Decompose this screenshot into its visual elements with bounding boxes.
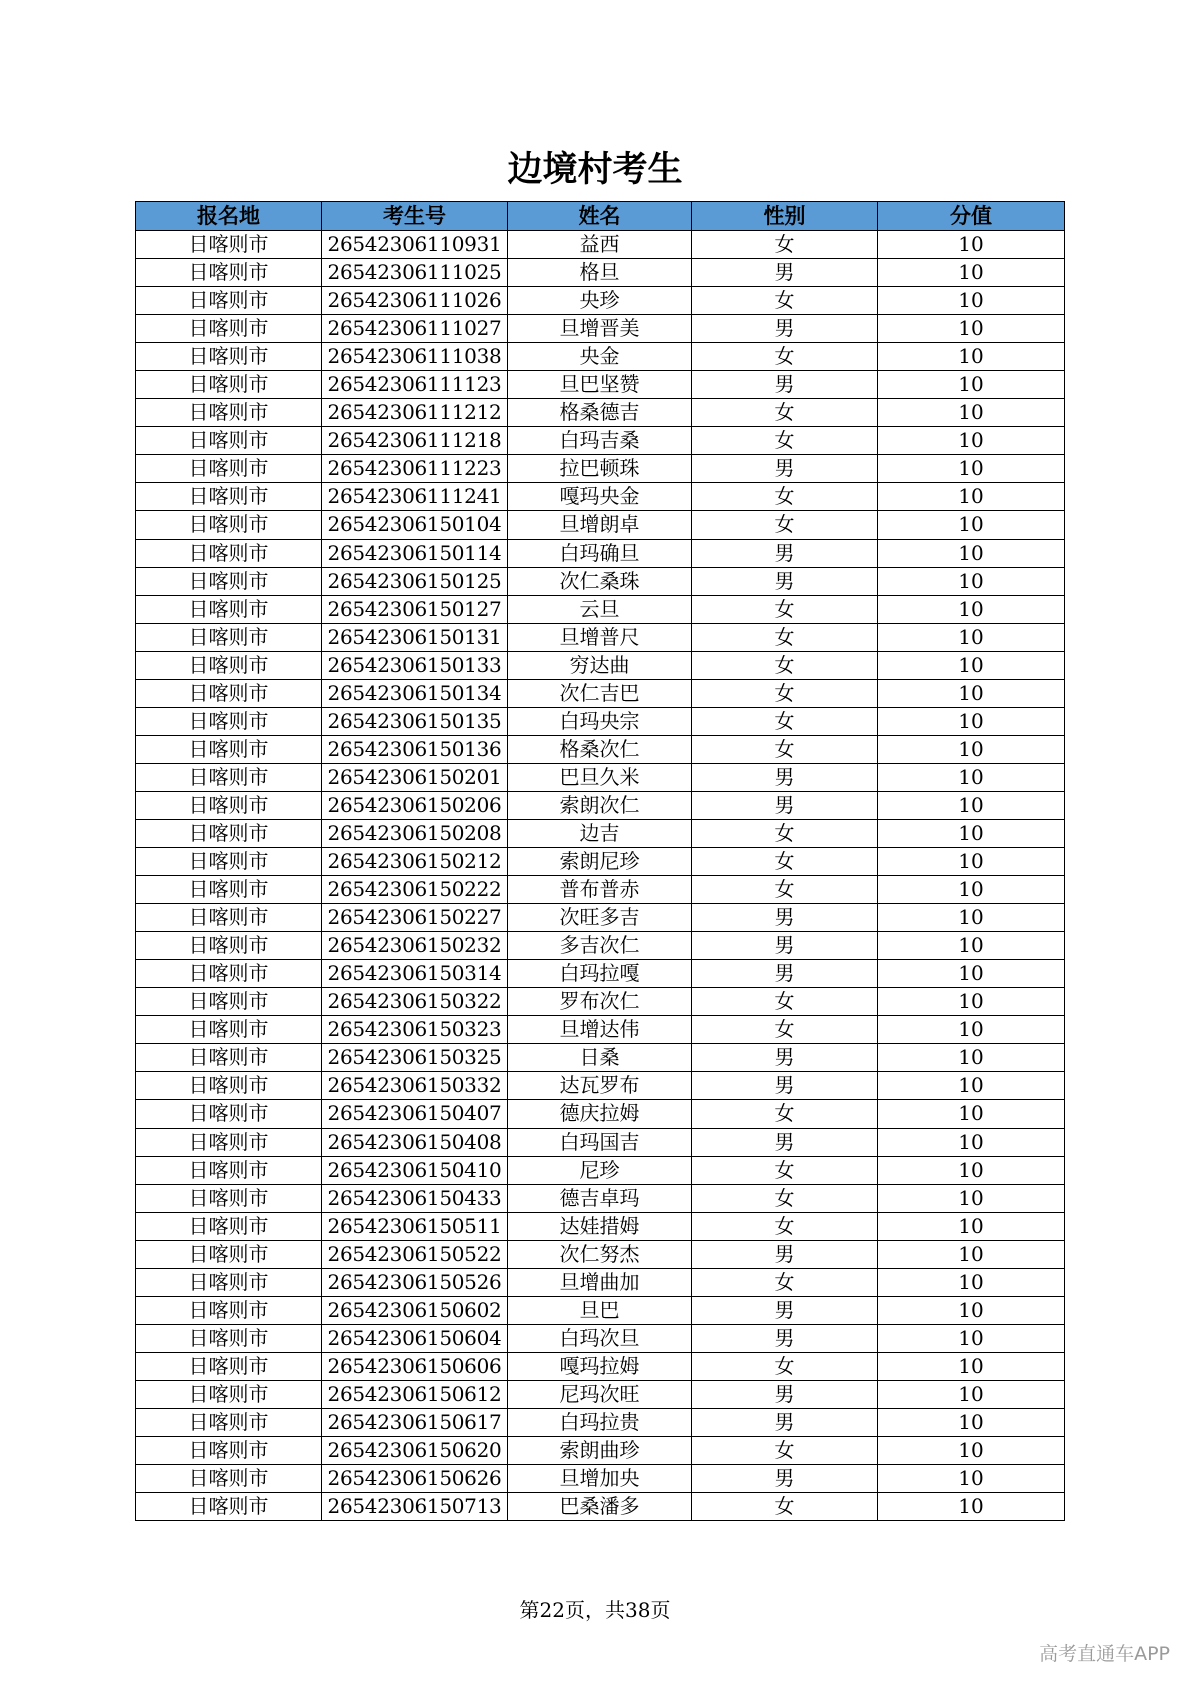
name-cell: 旦增普尺: [508, 623, 692, 651]
registration-place-cell: 日喀则市: [136, 595, 322, 623]
table-row: [136, 735, 1065, 763]
registration-place-cell: 日喀则市: [136, 1296, 322, 1324]
name-cell: 白玛国吉: [508, 1128, 692, 1156]
table-row: [136, 1016, 1065, 1044]
score-cell: 10: [878, 455, 1065, 483]
score-cell: 10: [878, 1493, 1065, 1521]
gender-cell: 男: [692, 1044, 878, 1072]
name-cell: 白玛拉嘎: [508, 960, 692, 988]
registration-place-cell: 日喀则市: [136, 735, 322, 763]
header-name: 姓名: [508, 202, 692, 231]
name-cell: 旦增晋美: [508, 315, 692, 343]
score-cell: 10: [878, 1465, 1065, 1493]
table-row: [136, 1296, 1065, 1324]
table-row: [136, 1184, 1065, 1212]
score-cell: 10: [878, 960, 1065, 988]
gender-cell: 男: [692, 1408, 878, 1436]
candidate-number-cell: 26542306150617: [322, 1408, 508, 1436]
table-row: [136, 791, 1065, 819]
table-row: [136, 1380, 1065, 1408]
registration-place-cell: 日喀则市: [136, 1240, 322, 1268]
table-row: [136, 932, 1065, 960]
score-cell: 10: [878, 679, 1065, 707]
name-cell: 旦增达伟: [508, 1016, 692, 1044]
registration-place-cell: 日喀则市: [136, 819, 322, 847]
gender-cell: 男: [692, 1072, 878, 1100]
score-cell: 10: [878, 1184, 1065, 1212]
candidate-number-cell: 26542306150522: [322, 1240, 508, 1268]
name-cell: 罗布次仁: [508, 988, 692, 1016]
table-row: [136, 1493, 1065, 1521]
score-cell: 10: [878, 1352, 1065, 1380]
candidate-number-cell: 26542306111123: [322, 371, 508, 399]
name-cell: 索朗次仁: [508, 791, 692, 819]
name-cell: 央金: [508, 343, 692, 371]
gender-cell: 女: [692, 988, 878, 1016]
score-cell: 10: [878, 371, 1065, 399]
table-row: [136, 539, 1065, 567]
name-cell: 德吉卓玛: [508, 1184, 692, 1212]
gender-cell: 女: [692, 1352, 878, 1380]
name-cell: 益西: [508, 231, 692, 259]
gender-cell: 女: [692, 1156, 878, 1184]
gender-cell: 女: [692, 231, 878, 259]
table-row: [136, 679, 1065, 707]
registration-place-cell: 日喀则市: [136, 1268, 322, 1296]
candidate-number-cell: 26542306150232: [322, 932, 508, 960]
name-cell: 尼珍: [508, 1156, 692, 1184]
gender-cell: 女: [692, 679, 878, 707]
gender-cell: 女: [692, 1100, 878, 1128]
score-cell: 10: [878, 399, 1065, 427]
name-cell: 白玛拉贵: [508, 1408, 692, 1436]
registration-place-cell: 日喀则市: [136, 287, 322, 315]
name-cell: 日桑: [508, 1044, 692, 1072]
registration-place-cell: 日喀则市: [136, 455, 322, 483]
candidate-number-cell: 26542306150114: [322, 539, 508, 567]
name-cell: 尼玛次旺: [508, 1380, 692, 1408]
candidate-number-cell: 26542306150332: [322, 1072, 508, 1100]
name-cell: 格旦: [508, 259, 692, 287]
gender-cell: 女: [692, 1493, 878, 1521]
registration-place-cell: 日喀则市: [136, 960, 322, 988]
score-cell: 10: [878, 763, 1065, 791]
score-cell: 10: [878, 595, 1065, 623]
table-row: [136, 1128, 1065, 1156]
registration-place-cell: 日喀则市: [136, 1016, 322, 1044]
table-row: [136, 623, 1065, 651]
candidate-number-cell: 26542306150314: [322, 960, 508, 988]
registration-place-cell: 日喀则市: [136, 904, 322, 932]
registration-place-cell: 日喀则市: [136, 1380, 322, 1408]
registration-place-cell: 日喀则市: [136, 259, 322, 287]
registration-place-cell: 日喀则市: [136, 1156, 322, 1184]
name-cell: 拉巴顿珠: [508, 455, 692, 483]
table-row: [136, 960, 1065, 988]
candidate-number-cell: 26542306150407: [322, 1100, 508, 1128]
registration-place-cell: 日喀则市: [136, 539, 322, 567]
name-cell: 嘎玛央金: [508, 483, 692, 511]
gender-cell: 女: [692, 819, 878, 847]
header-gender: 性别: [692, 202, 878, 231]
gender-cell: 女: [692, 427, 878, 455]
table-row: [136, 259, 1065, 287]
score-cell: 10: [878, 623, 1065, 651]
name-cell: 白玛次旦: [508, 1324, 692, 1352]
registration-place-cell: 日喀则市: [136, 988, 322, 1016]
candidate-number-cell: 26542306150131: [322, 623, 508, 651]
table-row: [136, 315, 1065, 343]
name-cell: 格桑次仁: [508, 735, 692, 763]
registration-place-cell: 日喀则市: [136, 315, 322, 343]
candidate-number-cell: 26542306150208: [322, 819, 508, 847]
gender-cell: 女: [692, 483, 878, 511]
table-row: [136, 763, 1065, 791]
score-cell: 10: [878, 539, 1065, 567]
candidate-number-cell: 26542306150526: [322, 1268, 508, 1296]
registration-place-cell: 日喀则市: [136, 1465, 322, 1493]
gender-cell: 女: [692, 1184, 878, 1212]
gender-cell: 男: [692, 539, 878, 567]
gender-cell: 女: [692, 623, 878, 651]
gender-cell: 女: [692, 1437, 878, 1465]
registration-place-cell: 日喀则市: [136, 1072, 322, 1100]
candidate-number-cell: 26542306150206: [322, 791, 508, 819]
registration-place-cell: 日喀则市: [136, 1324, 322, 1352]
score-cell: 10: [878, 231, 1065, 259]
candidate-number-cell: 26542306150323: [322, 1016, 508, 1044]
candidate-number-cell: 26542306150134: [322, 679, 508, 707]
watermark: 高考直通车APP: [1039, 1643, 1170, 1665]
registration-place-cell: 日喀则市: [136, 371, 322, 399]
candidate-number-cell: 26542306150604: [322, 1324, 508, 1352]
name-cell: 次仁努杰: [508, 1240, 692, 1268]
gender-cell: 男: [692, 1324, 878, 1352]
score-cell: 10: [878, 1408, 1065, 1436]
table-row: [136, 483, 1065, 511]
score-cell: 10: [878, 651, 1065, 679]
table-row: [136, 1352, 1065, 1380]
name-cell: 云旦: [508, 595, 692, 623]
candidate-number-cell: 26542306150612: [322, 1380, 508, 1408]
table-row: [136, 1100, 1065, 1128]
table-row: [136, 511, 1065, 539]
candidate-number-cell: 26542306150408: [322, 1128, 508, 1156]
candidate-number-cell: 26542306150133: [322, 651, 508, 679]
score-cell: 10: [878, 848, 1065, 876]
candidate-number-cell: 26542306150125: [322, 567, 508, 595]
page-title: 边境村考生: [507, 150, 683, 190]
registration-place-cell: 日喀则市: [136, 1184, 322, 1212]
candidate-number-cell: 26542306110931: [322, 231, 508, 259]
gender-cell: 男: [692, 259, 878, 287]
name-cell: 白玛吉桑: [508, 427, 692, 455]
name-cell: 次仁桑珠: [508, 567, 692, 595]
header-score: 分值: [878, 202, 1065, 231]
table-row: [136, 567, 1065, 595]
table-row: [136, 399, 1065, 427]
registration-place-cell: 日喀则市: [136, 791, 322, 819]
table-row: [136, 819, 1065, 847]
score-cell: 10: [878, 707, 1065, 735]
registration-place-cell: 日喀则市: [136, 932, 322, 960]
candidate-number-cell: 26542306111218: [322, 427, 508, 455]
registration-place-cell: 日喀则市: [136, 1212, 322, 1240]
score-cell: 10: [878, 315, 1065, 343]
table-row: [136, 707, 1065, 735]
score-cell: 10: [878, 1380, 1065, 1408]
registration-place-cell: 日喀则市: [136, 623, 322, 651]
gender-cell: 男: [692, 1380, 878, 1408]
table-row: [136, 595, 1065, 623]
name-cell: 次仁吉巴: [508, 679, 692, 707]
candidate-number-cell: 26542306150322: [322, 988, 508, 1016]
registration-place-cell: 日喀则市: [136, 483, 322, 511]
name-cell: 普布普赤: [508, 876, 692, 904]
table-row: [136, 1156, 1065, 1184]
candidate-number-cell: 26542306150135: [322, 707, 508, 735]
candidate-number-cell: 26542306111038: [322, 343, 508, 371]
name-cell: 索朗尼珍: [508, 848, 692, 876]
candidate-number-cell: 26542306150606: [322, 1352, 508, 1380]
table-row: [136, 876, 1065, 904]
table-row: [136, 1408, 1065, 1436]
registration-place-cell: 日喀则市: [136, 399, 322, 427]
registration-place-cell: 日喀则市: [136, 427, 322, 455]
candidate-number-cell: 26542306150713: [322, 1493, 508, 1521]
gender-cell: 女: [692, 595, 878, 623]
candidate-number-cell: 26542306150127: [322, 595, 508, 623]
table-row: [136, 848, 1065, 876]
table-row: [136, 343, 1065, 371]
score-cell: 10: [878, 1100, 1065, 1128]
registration-place-cell: 日喀则市: [136, 679, 322, 707]
score-cell: 10: [878, 1437, 1065, 1465]
gender-cell: 男: [692, 1128, 878, 1156]
registration-place-cell: 日喀则市: [136, 567, 322, 595]
page-number: 第22页，共38页: [519, 1598, 671, 1622]
name-cell: 旦增朗卓: [508, 511, 692, 539]
gender-cell: 男: [692, 904, 878, 932]
table-row: [136, 904, 1065, 932]
gender-cell: 男: [692, 371, 878, 399]
candidate-number-cell: 26542306111212: [322, 399, 508, 427]
table-row: [136, 1268, 1065, 1296]
table-row: [136, 1240, 1065, 1268]
score-cell: 10: [878, 1128, 1065, 1156]
header-candidate-number: 考生号: [322, 202, 508, 231]
name-cell: 央珍: [508, 287, 692, 315]
score-cell: 10: [878, 1044, 1065, 1072]
registration-place-cell: 日喀则市: [136, 848, 322, 876]
candidate-number-cell: 26542306150602: [322, 1296, 508, 1324]
gender-cell: 女: [692, 651, 878, 679]
candidate-number-cell: 26542306150410: [322, 1156, 508, 1184]
gender-cell: 女: [692, 735, 878, 763]
score-cell: 10: [878, 343, 1065, 371]
name-cell: 嘎玛拉姆: [508, 1352, 692, 1380]
registration-place-cell: 日喀则市: [136, 1352, 322, 1380]
score-cell: 10: [878, 904, 1065, 932]
table-row: [136, 988, 1065, 1016]
score-cell: 10: [878, 1240, 1065, 1268]
table-row: [136, 1465, 1065, 1493]
candidate-number-cell: 26542306150626: [322, 1465, 508, 1493]
table-row: [136, 1044, 1065, 1072]
registration-place-cell: 日喀则市: [136, 1044, 322, 1072]
score-cell: 10: [878, 735, 1065, 763]
candidate-number-cell: 26542306150104: [322, 511, 508, 539]
candidate-number-cell: 26542306150212: [322, 848, 508, 876]
score-cell: 10: [878, 791, 1065, 819]
table-row: [136, 1324, 1065, 1352]
registration-place-cell: 日喀则市: [136, 511, 322, 539]
registration-place-cell: 日喀则市: [136, 876, 322, 904]
name-cell: 多吉次仁: [508, 932, 692, 960]
candidate-number-cell: 26542306150620: [322, 1437, 508, 1465]
gender-cell: 男: [692, 763, 878, 791]
gender-cell: 女: [692, 707, 878, 735]
score-cell: 10: [878, 819, 1065, 847]
table-row: [136, 371, 1065, 399]
score-cell: 10: [878, 511, 1065, 539]
candidate-number-cell: 26542306111025: [322, 259, 508, 287]
score-cell: 10: [878, 1324, 1065, 1352]
table-row: [136, 651, 1065, 679]
table-body: [136, 231, 1065, 1521]
score-cell: 10: [878, 1016, 1065, 1044]
candidate-number-cell: 26542306111223: [322, 455, 508, 483]
gender-cell: 女: [692, 511, 878, 539]
name-cell: 旦巴: [508, 1296, 692, 1324]
header-registration-place: 报名地: [136, 202, 322, 231]
score-cell: 10: [878, 876, 1065, 904]
gender-cell: 男: [692, 1240, 878, 1268]
score-cell: 10: [878, 1212, 1065, 1240]
gender-cell: 男: [692, 315, 878, 343]
score-cell: 10: [878, 483, 1065, 511]
candidate-number-cell: 26542306150511: [322, 1212, 508, 1240]
table-row: [136, 1437, 1065, 1465]
name-cell: 边吉: [508, 819, 692, 847]
gender-cell: 女: [692, 287, 878, 315]
table-row: [136, 1212, 1065, 1240]
score-cell: 10: [878, 1156, 1065, 1184]
candidate-number-cell: 26542306111026: [322, 287, 508, 315]
registration-place-cell: 日喀则市: [136, 707, 322, 735]
score-cell: 10: [878, 932, 1065, 960]
gender-cell: 女: [692, 343, 878, 371]
score-cell: 10: [878, 567, 1065, 595]
gender-cell: 男: [692, 567, 878, 595]
score-cell: 10: [878, 427, 1065, 455]
name-cell: 白玛确旦: [508, 539, 692, 567]
score-cell: 10: [878, 1072, 1065, 1100]
name-cell: 达娃措姆: [508, 1212, 692, 1240]
candidate-number-cell: 26542306150433: [322, 1184, 508, 1212]
table-row: [136, 231, 1065, 259]
candidate-number-cell: 26542306111027: [322, 315, 508, 343]
gender-cell: 男: [692, 932, 878, 960]
score-cell: 10: [878, 1268, 1065, 1296]
gender-cell: 女: [692, 848, 878, 876]
name-cell: 巴桑潘多: [508, 1493, 692, 1521]
score-cell: 10: [878, 988, 1065, 1016]
roster-table: [135, 201, 1065, 1521]
gender-cell: 男: [692, 1465, 878, 1493]
score-cell: 10: [878, 259, 1065, 287]
candidate-number-cell: 26542306150201: [322, 763, 508, 791]
name-cell: 格桑德吉: [508, 399, 692, 427]
registration-place-cell: 日喀则市: [136, 1100, 322, 1128]
name-cell: 索朗曲珍: [508, 1437, 692, 1465]
name-cell: 次旺多吉: [508, 904, 692, 932]
registration-place-cell: 日喀则市: [136, 343, 322, 371]
gender-cell: 女: [692, 1268, 878, 1296]
score-cell: 10: [878, 1296, 1065, 1324]
table-row: [136, 1072, 1065, 1100]
gender-cell: 男: [692, 455, 878, 483]
candidate-number-cell: 26542306150325: [322, 1044, 508, 1072]
name-cell: 达瓦罗布: [508, 1072, 692, 1100]
gender-cell: 女: [692, 1212, 878, 1240]
registration-place-cell: 日喀则市: [136, 1128, 322, 1156]
table-row: [136, 455, 1065, 483]
gender-cell: 女: [692, 876, 878, 904]
registration-place-cell: 日喀则市: [136, 1437, 322, 1465]
name-cell: 德庆拉姆: [508, 1100, 692, 1128]
table-header-row: [136, 202, 1065, 231]
name-cell: 白玛央宗: [508, 707, 692, 735]
table-row: [136, 287, 1065, 315]
name-cell: 旦巴坚赞: [508, 371, 692, 399]
registration-place-cell: 日喀则市: [136, 1493, 322, 1521]
registration-place-cell: 日喀则市: [136, 651, 322, 679]
candidate-number-cell: 26542306150136: [322, 735, 508, 763]
name-cell: 旦增曲加: [508, 1268, 692, 1296]
gender-cell: 男: [692, 1296, 878, 1324]
registration-place-cell: 日喀则市: [136, 763, 322, 791]
gender-cell: 女: [692, 1016, 878, 1044]
table-row: [136, 427, 1065, 455]
name-cell: 旦增加央: [508, 1465, 692, 1493]
candidate-number-cell: 26542306150222: [322, 876, 508, 904]
name-cell: 巴旦久米: [508, 763, 692, 791]
gender-cell: 女: [692, 399, 878, 427]
name-cell: 穷达曲: [508, 651, 692, 679]
registration-place-cell: 日喀则市: [136, 1408, 322, 1436]
candidate-number-cell: 26542306111241: [322, 483, 508, 511]
score-cell: 10: [878, 287, 1065, 315]
registration-place-cell: 日喀则市: [136, 231, 322, 259]
candidate-number-cell: 26542306150227: [322, 904, 508, 932]
gender-cell: 男: [692, 960, 878, 988]
gender-cell: 男: [692, 791, 878, 819]
